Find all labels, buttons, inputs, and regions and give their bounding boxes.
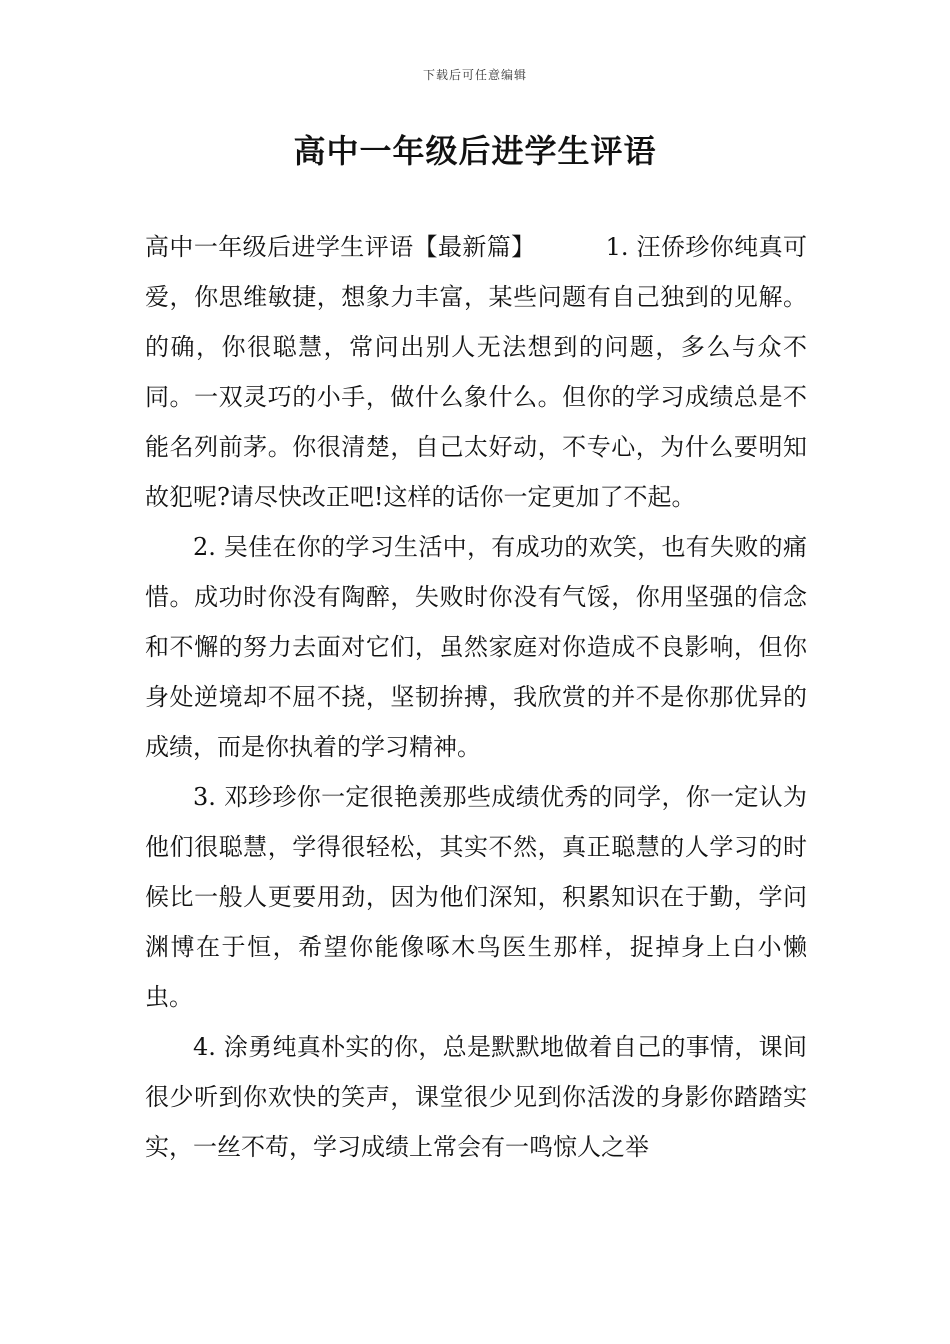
paragraph-4: 4. 涂勇纯真朴实的你，总是默默地做着自己的事情，课间很少听到你欢快的笑声，课堂很少见到你活泼的身影你踏踏实实，一丝不苟，学习成绩上常会有一鸣惊人之举 bbox=[145, 1033, 807, 1161]
header-note: 下载后可任意编辑 bbox=[422, 68, 527, 82]
document-body bbox=[145, 222, 807, 1172]
paragraph-2: 2. 吴佳在你的学习生活中，有成功的欢笑，也有失败的痛惜。成功时你没有陶醉，失败时你没有气馁，你用坚强的信念和不懈的努力去面对它们，虽然家庭对你造成不良影响，但你身处逆境却不屈不挠，坚韧拚搏，我欣赏的并不是你那优异的成绩，而是你执着的学习精神。 bbox=[145, 533, 807, 761]
paragraph-text: 1. 汪侨珍你纯真可爱，你思维敏捷，想象力丰富，某些问题有自己独到的见解。的确，你很聪慧，常问出别人无法想到的问题，多么与众不同。一双灵巧的小手，做什么象什么。但你的学习成绩总是不能名列前茅。你很清楚，自己太好动，不专心，为什么要明知故犯呢?请尽快改正吧!这样的话你一定更加了不起。 bbox=[145, 233, 808, 511]
paragraph-3: 3. 邓珍珍你一定很艳羡那些成绩优秀的同学，你一定认为他们很聪慧，学得很轻松，其实不然，真正聪慧的人学习的时候比一般人更要用劲，因为他们深知，积累知识在于勤，学问渊博在于恒，希望你能像啄木鸟医生那样，捉掉身上白小懒虫。 bbox=[145, 783, 807, 1011]
paragraph-1 bbox=[145, 222, 807, 522]
document-title: 高中一年级后进学生评语 bbox=[293, 132, 657, 170]
paragraph-lead: 高中一年级后进学生评语【最新篇】 bbox=[145, 233, 536, 261]
